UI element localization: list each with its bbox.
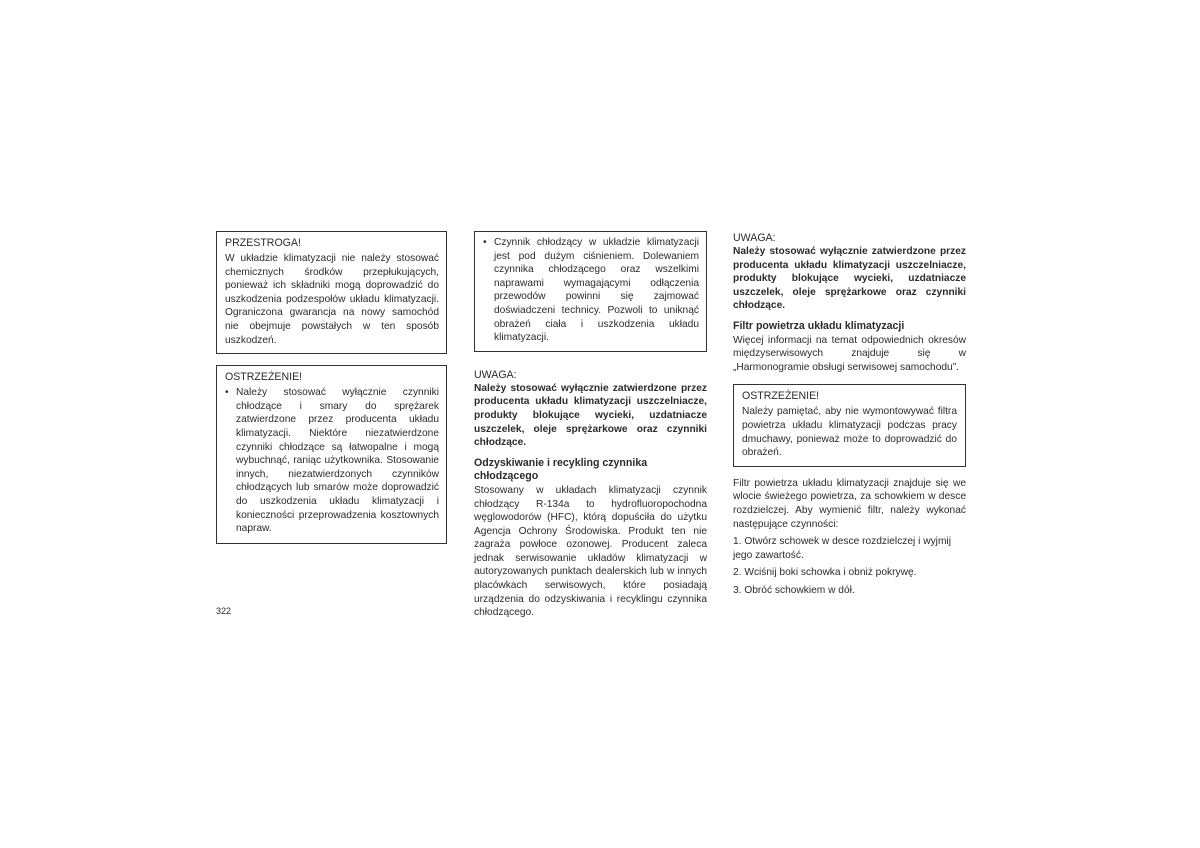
note-text: Należy stosować wyłącznie zatwierdzone przez producenta układu klimatyzacji uszczelniacze, produkty blokujące wycieki, uzdatniacze uszczelek, oleje sprężarkowe oraz czynniki chłodzące. (474, 382, 707, 449)
column-right (733, 231, 966, 597)
pressure-warning-box (474, 231, 707, 352)
section-text-filter: Więcej informacji na temat odpowiednich okresów międzyserwisowych znajduje się w „Harmonogramie obsługi serwisowej samochodu”. (733, 334, 966, 373)
column-middle (474, 231, 707, 620)
bullet-mark: • (225, 387, 229, 399)
bullet-mark: • (483, 237, 487, 248)
note-text: Należy stosować wyłącznie zatwierdzone przez producenta układu klimatyzacji uszczelniacze, produkty blokujące wycieki, uzdatniacze uszczelek, oleje sprężarkowe oraz czynniki chłodzące. (733, 246, 966, 312)
warning-text: Należy pamiętać, aby nie wymontowywać filtra powietrza układu klimatyzacji podczas pracy dmuchawy, ponieważ może to doprowadzić do obrażeń. (742, 406, 957, 459)
step-2: 2. Wciśnij boki schowka i obniż pokrywę. (733, 567, 917, 579)
section-text-recovery: Stosowany w układach klimatyzacji czynnik chłodzący R-134a to hydrofluoropochodna węglowodorów (HFC), którą dopuściła do użytku Agencja Ochrony Środowiska. Produkt ten nie zagraża powłoce ozonowej. Producent zaleca jednak serwisowanie układów klimatyzacji w autoryzowanych punktach dealerskich lub w innych placówkach serwisowych, które posiadają urządzenia do odzyskiwania i recyklingu czynnika chłodzącego. (474, 484, 707, 619)
caution-text: W układzie klimatyzacji nie należy stosować chemicznych środków przepłukujących, ponieważ ich składniki mogą doprowadzić do uszkodzenia podzespołów układu klimatyzacji. Ograniczona gwarancja na nowy samochód nie obejmuje powstałych w ten sposób uszkodzeń. (225, 253, 439, 346)
filter-intro-text: Filtr powietrza układu klimatyzacji znajduje się we wlocie świeżego powietrza, za schowkiem w desce rozdzielczej. Aby wymienić filtr, należy wykonać następujące czynności: (733, 477, 966, 530)
pressure-bullet-item (483, 236, 699, 345)
pressure-text: Czynnik chłodzący w układzie klimatyzacji jest pod dużym ciśnieniem. Dolewaniem czynnika chłodzącego oraz wszelkimi naprawami wymagającymi odłączenia przewodów powinni się zajmować doświadczeni technicy. Pozwoli to uniknąć obrażeń ciała i uszkodzenia układu klimatyzacji. (494, 237, 699, 344)
section-heading-recovery: Odzyskiwanie i recykling czynnika chłodzącego (474, 456, 648, 483)
warning-box-filter (733, 384, 966, 466)
step-1: 1. Otwórz schowek w desce rozdzielczej i wyjmij jego zawartość. (733, 536, 951, 561)
column-left (216, 231, 447, 544)
page-number: 322 (216, 606, 232, 616)
warning-title: OSTRZEŻENIE! (742, 390, 820, 403)
section-heading-filter: Filtr powietrza układu klimatyzacji (733, 319, 905, 332)
warning-text: Należy stosować wyłącznie czynniki chłodzące i smary do sprężarek zatwierdzone przez producenta układu klimatyzacji. Niektóre niezatwierdzone czynniki chłodzące są łatwopalne i mogą wybuchnąć, raniąc użytkownika. Stosowanie innych, niezatwierdzonych czynników chłodzących lub smarów może doprowadzić do uszkodzenia układu klimatyzacji i konieczności przeprowadzenia kosztownych napraw. (236, 387, 439, 535)
note-label: UWAGA: (733, 232, 776, 244)
step-3: 3. Obróć schowkiem w dół. (733, 584, 855, 596)
caution-title: PRZESTROGA! (225, 237, 301, 249)
warning-bullet-item (225, 386, 439, 536)
warning-box-refrigerants (216, 365, 447, 544)
caution-box (216, 231, 447, 354)
note-label: UWAGA: (474, 368, 517, 381)
warning-title: OSTRZEŻENIE! (225, 371, 303, 384)
